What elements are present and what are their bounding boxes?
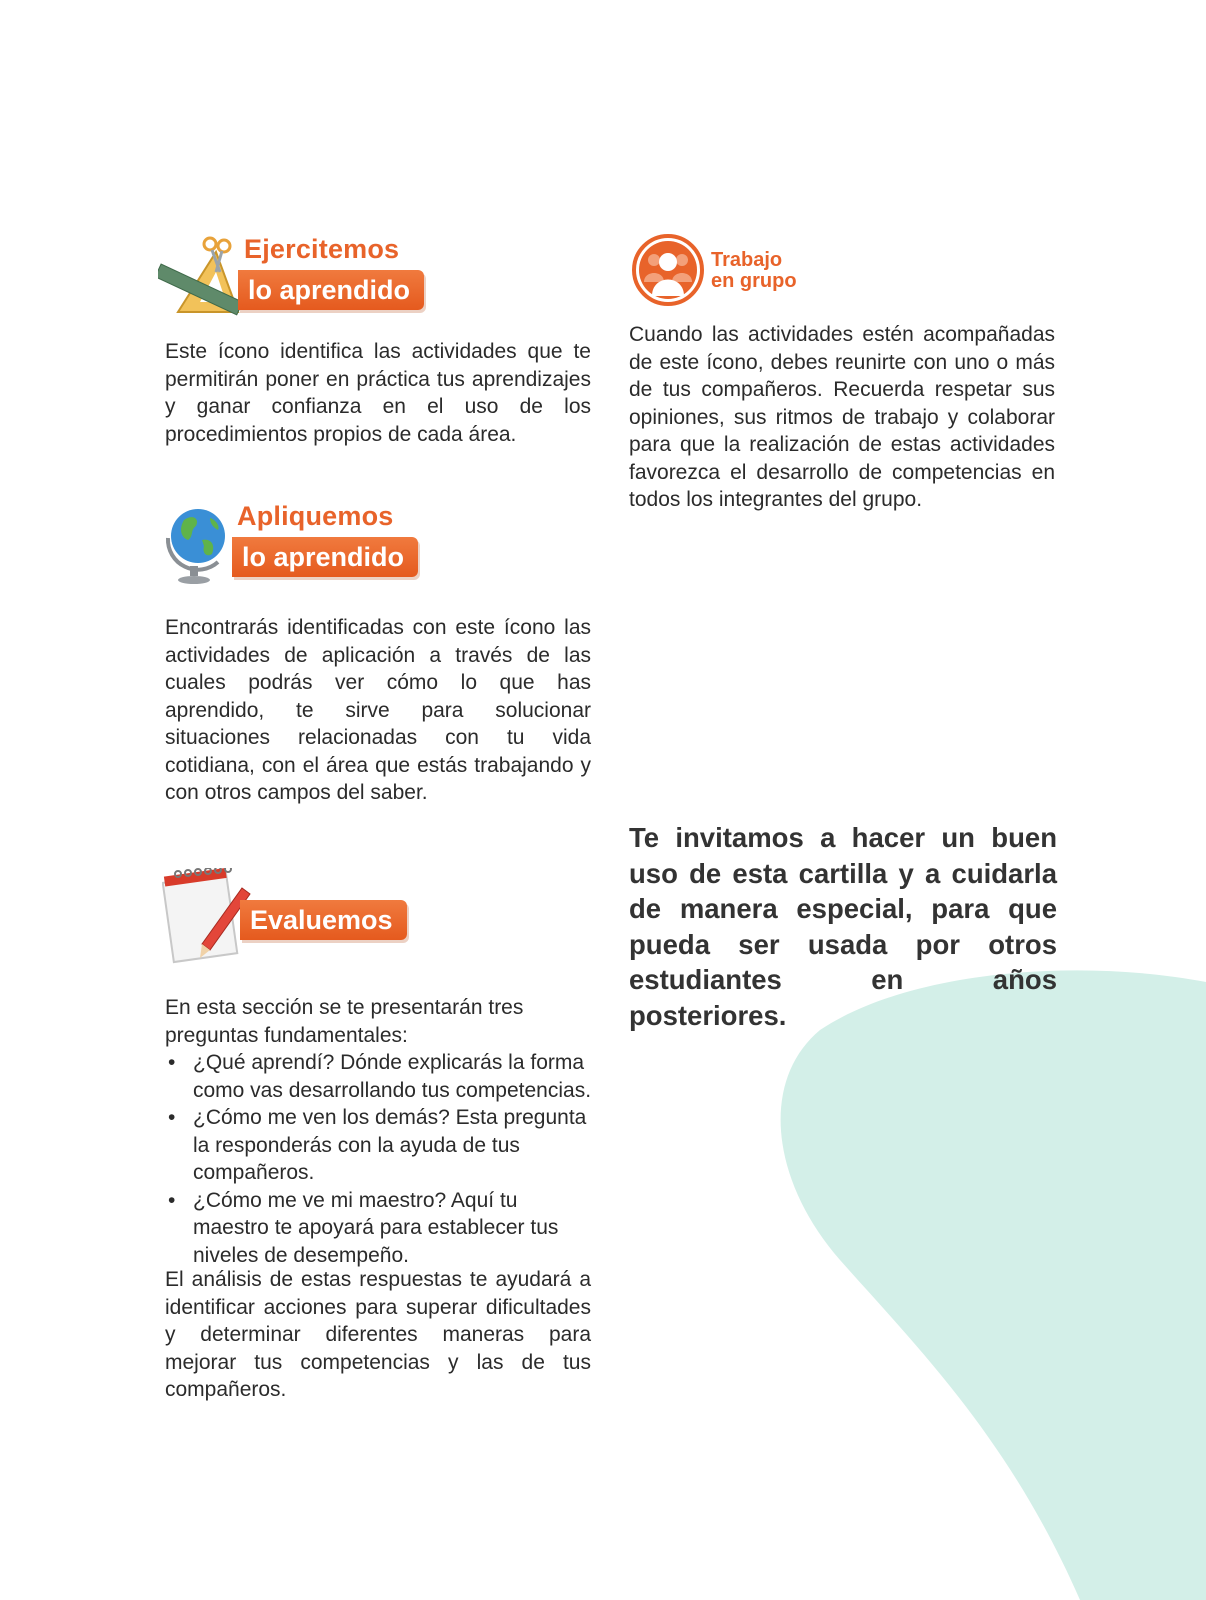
list-item [165, 1049, 595, 1104]
bullet-icon: • [168, 1188, 176, 1212]
list-item [165, 1104, 595, 1187]
bullet-icon: • [168, 1051, 176, 1074]
apliquemos-title-line2: lo aprendido [232, 537, 418, 577]
ejercitemos-title-line2: lo aprendido [238, 270, 424, 310]
ejercitemos-title-line1: Ejercitemos [244, 234, 400, 264]
apliquemos-title-line1: Apliquemos [237, 501, 394, 531]
trabajo-description: Cuando las actividades estén acompañadas de este ícono, debes reunirte con uno o más de tus compañeros. Recuerda respetar sus opiniones, sus ritmos de trabajo y colaborar para que la realización de estas actividades favorezca el desarrollo de competencias en todos los integrantes del grupo. [629, 323, 1055, 511]
evaluemos-questions-list [165, 1049, 595, 1269]
evaluemos-header [162, 868, 422, 968]
trabajo-header [632, 234, 872, 310]
bullet-icon: • [168, 1106, 176, 1129]
invitation-text: Te invitamos a hacer un buen uso de esta cartilla y a cuidarla de manera especial, para que pueda ser usada por otros estudiantes en años posteriores. [629, 822, 1057, 1031]
scissors-ruler-icon [158, 232, 248, 322]
evaluemos-intro: En esta sección se te presentarán tres preguntas fundamentales: [165, 996, 524, 1047]
ejercitemos-description: Este ícono identifica las actividades que te permitirán poner en práctica tus aprendizajes y ganar confianza en el uso de los procedimientos propios de cada área. [165, 340, 591, 446]
apliquemos-header [160, 498, 440, 588]
question-text: ¿Cómo me ven los demás? Esta pregunta la responderás con la ayuda de tus compañeros. [193, 1106, 587, 1184]
ejercitemos-header [158, 232, 438, 322]
apliquemos-description: Encontrarás identificadas con este ícono las actividades de aplicación a través de las cuales podrás ver cómo lo que has aprendido, te sirve para solucionar situaciones relacionadas con tu vida cotidiana, con el área que estás trabajando y con otros campos del saber. [165, 616, 591, 804]
list-item [165, 1187, 595, 1270]
evaluemos-title: Evaluemos [240, 900, 407, 940]
trabajo-title [711, 250, 797, 292]
evaluemos-closing: El análisis de estas respuestas te ayudará a identificar acciones para superar dificultades y determinar diferentes maneras para mejorar tus competencias y las de tus compañeros. [165, 1268, 591, 1401]
group-people-icon [632, 234, 704, 306]
globe-icon [160, 500, 232, 584]
question-text: ¿Qué aprendí? Dónde explicarás la forma como vas desarrollando tus competencias. [193, 1051, 592, 1102]
trabajo-title-line1: Trabajo [711, 249, 783, 271]
trabajo-title-line2: en grupo [711, 270, 797, 292]
question-text: ¿Cómo me ve mi maestro? Aquí tu maestro te apoyará para establecer tus niveles de desempeño. [193, 1188, 559, 1267]
